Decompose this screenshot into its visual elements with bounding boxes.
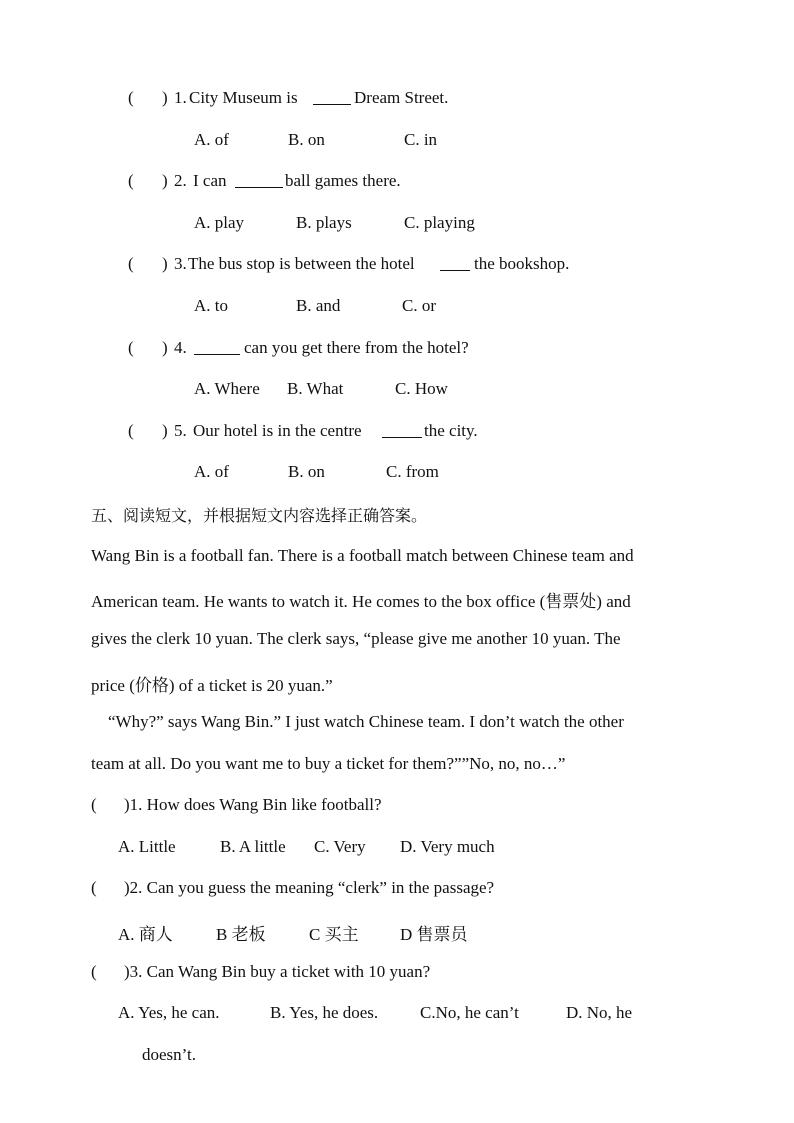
answer-bracket-open: ( — [128, 88, 134, 107]
question-number: 2. — [174, 171, 187, 190]
passage-line: “Why?” says Wang Bin.” I just watch Chinese team. I don’t watch the other — [108, 712, 624, 731]
question-number: 5. — [174, 421, 187, 440]
option-c: C. Very — [314, 837, 366, 856]
option-d-continuation: doesn’t. — [142, 1045, 196, 1064]
option-a: A. 商人 — [118, 925, 173, 944]
answer-bracket-open: ( — [128, 254, 134, 273]
option-c: C. in — [404, 130, 438, 149]
answer-bracket-open: ( — [91, 962, 97, 981]
answer-bracket-open: ( — [91, 795, 97, 814]
passage-line: price (价格) of a ticket is 20 yuan.” — [91, 676, 333, 695]
option-c: C. playing — [404, 213, 475, 232]
question-stem-part2: the bookshop. — [474, 254, 570, 273]
question-stem-part2: can you get there from the hotel? — [244, 338, 469, 357]
option-b: B. What — [287, 379, 344, 398]
option-c: C 买主 — [309, 925, 359, 944]
answer-bracket-close: ) — [162, 421, 168, 440]
question-stem-part2: the city. — [424, 421, 478, 440]
question-number: 1. — [174, 88, 187, 107]
answer-bracket-open: ( — [128, 338, 134, 357]
option-b: B. and — [296, 296, 341, 315]
question-stem: )2. Can you guess the meaning “clerk” in the passage? — [124, 878, 495, 897]
option-c: C. or — [402, 296, 436, 315]
option-a: A. play — [194, 213, 245, 232]
question-number: 4. — [174, 338, 187, 357]
answer-bracket-open: ( — [128, 171, 134, 190]
option-a: A. Where — [194, 379, 260, 398]
question-stem-part1: City Museum is — [189, 88, 298, 107]
option-a: A. of — [194, 130, 229, 149]
passage-line: gives the clerk 10 yuan. The clerk says, “please give me another 10 yuan. The — [91, 629, 621, 648]
answer-bracket-close: ) — [162, 171, 168, 190]
answer-bracket-close: ) — [162, 254, 168, 273]
answer-bracket-close: ) — [162, 338, 168, 357]
option-b: B. Yes, he does. — [270, 1003, 379, 1022]
answer-blank — [440, 256, 470, 271]
question-number: 3. — [174, 254, 187, 273]
answer-bracket-close: ) — [162, 88, 168, 107]
option-c: C. How — [395, 379, 448, 398]
option-b: B. on — [288, 130, 325, 149]
option-c: C. from — [386, 462, 439, 481]
section-heading: 五、阅读短文，并根据短文内容选择正确答案。 — [91, 506, 428, 525]
passage-line: Wang Bin is a football fan. There is a football match between Chinese team and — [91, 546, 634, 565]
option-d: D. No, he — [566, 1003, 633, 1022]
answer-blank — [194, 340, 240, 355]
option-d: D 售票员 — [400, 925, 468, 944]
answer-bracket-open: ( — [91, 878, 97, 897]
answer-blank — [313, 90, 351, 105]
passage-line: team at all. Do you want me to buy a ticket for them?””No, no, no…” — [91, 754, 566, 773]
answer-bracket-open: ( — [128, 421, 134, 440]
option-c: C.No, he can’t — [420, 1003, 519, 1022]
question-stem-part2: Dream Street. — [354, 88, 449, 107]
option-b: B. on — [288, 462, 325, 481]
answer-blank — [382, 423, 422, 438]
option-d: D. Very much — [400, 837, 495, 856]
question-stem-part1: The bus stop is between the hotel — [188, 254, 415, 273]
option-b: B. A little — [220, 837, 286, 856]
option-a: A. of — [194, 462, 229, 481]
question-stem: )3. Can Wang Bin buy a ticket with 10 yuan? — [124, 962, 431, 981]
question-stem-part1: Our hotel is in the centre — [193, 421, 362, 440]
question-stem-part2: ball games there. — [285, 171, 401, 190]
option-b: B 老板 — [216, 925, 266, 944]
option-a: A. to — [194, 296, 228, 315]
question-stem-part1: I can — [193, 171, 227, 190]
answer-blank — [235, 173, 283, 188]
option-a: A. Little — [118, 837, 176, 856]
question-stem: )1. How does Wang Bin like football? — [124, 795, 382, 814]
option-a: A. Yes, he can. — [118, 1003, 220, 1022]
passage-line: American team. He wants to watch it. He comes to the box office (售票处) and — [91, 592, 631, 611]
option-b: B. plays — [296, 213, 352, 232]
